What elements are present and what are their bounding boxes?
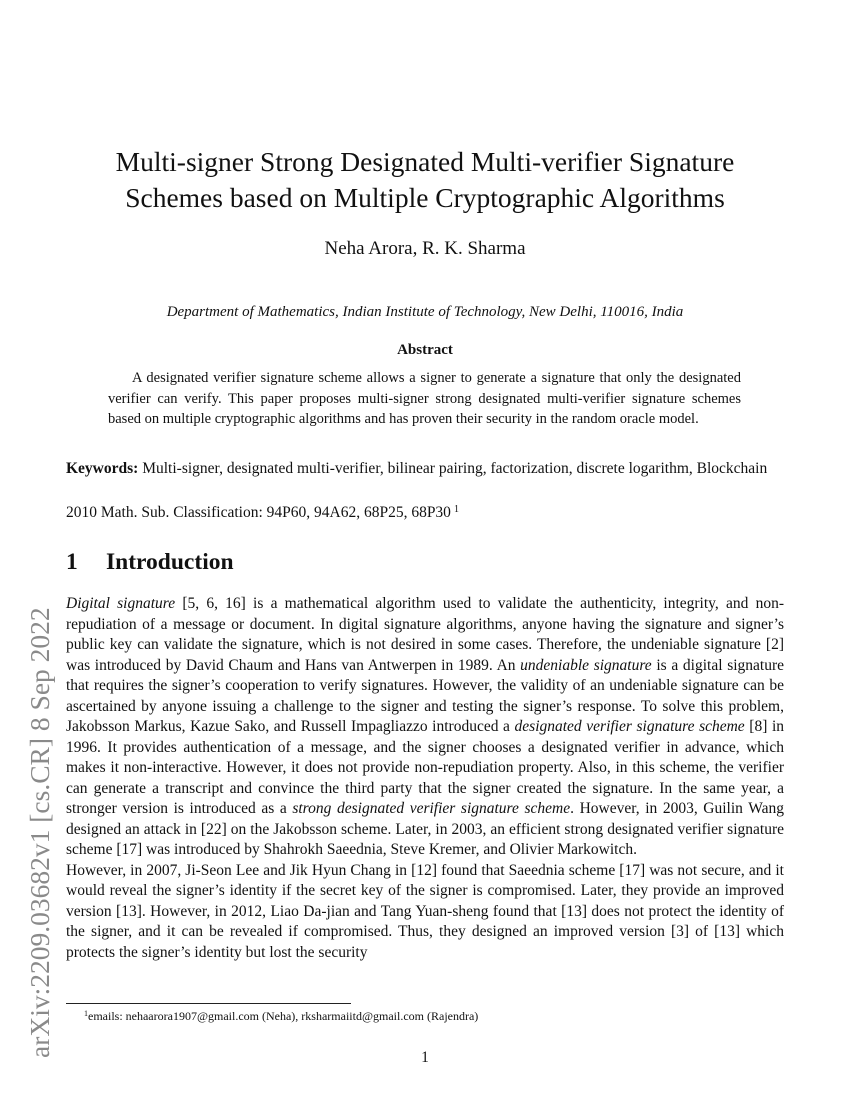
paragraph-1-text-d: . However, in 2003, Guilin Wang designed an attack in [22] on the Jakobsson scheme. Later, in 2003, an efficient strong designated verifier signature scheme [17] was introduced by Shahrokh Saeednia, Steve Kremer, and Olivier Markowitch. [66, 800, 784, 858]
classification-text: 2010 Math. Sub. Classification: 94P60, 94A62, 68P25, 68P30 [66, 504, 451, 521]
paragraph-1-text-a: [5, 6, 16] is a mathematical algorithm used to validate the authenticity, integrity, and non-repudiation of a message or document. In digital signature algorithms, anyone having the signature and signer’s public key can validate the signature, which is not desired in some cases. Therefore, the undeniable signature [2] was introduced by David Chaum and Hans van Antwerpen in 1989. An [66, 595, 784, 674]
section-number: 1 [66, 549, 78, 575]
author-affiliation: Department of Mathematics, Indian Institute of Technology, New Delhi, 110016, India [166, 304, 684, 320]
keywords-label: Keywords: [66, 460, 139, 477]
footnote-text: emails: nehaarora1907@gmail.com (Neha), rksharmaiitd@gmail.com (Rajendra) [88, 1009, 479, 1023]
page-number: 1 [421, 1049, 429, 1066]
footnote [66, 1006, 784, 1024]
math-subject-classification [66, 500, 784, 524]
term-digital-signature: Digital signature [66, 595, 176, 612]
arxiv-identifier-stamp: arXiv:2209.03682v1 [cs.CR] 8 Sep 2022 [24, 607, 55, 1058]
footnote-marker[interactable]: 1 [453, 504, 459, 515]
introduction-body [66, 594, 784, 963]
term-undeniable-signature: undeniable signature [520, 656, 652, 674]
keywords-line [66, 459, 784, 480]
footnote-divider [66, 1003, 351, 1004]
keywords-text: Multi-signer, designated multi-verifier, bilinear pairing, factorization, discrete logarithm, Blockchain [142, 460, 768, 477]
introduction-paragraph-1 [66, 594, 784, 861]
introduction-paragraph-2: However, in 2007, Ji-Seon Lee and Jik Hyun Chang in [12] found that Saeednia scheme [17] was not secure, and it would reveal the signer’s identity if the secret key of the signer is compromised. Later, they provide an improved version [13]. However, in 2012, Liao Da-jian and Tang Yuan-sheng found that [13] does not protect the identity of the signer, and it can be revealed if compromised. Thus, they designed an improved version [3] of [13] which protects the signer’s identity but lost the security [66, 861, 784, 961]
term-designated-verifier-signature-scheme: designated verifier signature scheme [514, 718, 745, 735]
paragraph-1-text-b: is a digital signature that requires the signer’s cooperation to verify signatures. However, the validity of an undeniable signature can be ascertained by anyone issuing a challenge to the signer and testing the signer’s response. To solve this problem, Jakobsson Markus, Kazue Sako, and Russell Impagliazzo introduced a [66, 656, 785, 735]
footnote-number: 1 [84, 1009, 88, 1018]
section-heading-introduction [66, 546, 234, 578]
paragraph-1-text-c: [8] in 1996. It provides authentication of a message, and the signer chooses a designated verifier in advance, which makes it non-interactive. However, it does not provide non-repudiation property. Also, in this scheme, the verifier can generate a transcript and convince the third party that the signer created the signature. In the same year, a stronger version is introduced as a [66, 718, 785, 817]
title-line-1: Multi-signer Strong Designated Multi-verifier Signature [115, 146, 735, 177]
abstract-heading: Abstract [397, 342, 453, 358]
abstract-text: A designated verifier signature scheme allows a signer to generate a signature that only the designated verifier can verify. This paper proposes multi-signer strong designated multi-verifier signature schemes based on multiple cryptographic algorithms and has proven their security in the random oracle model. [108, 370, 741, 427]
term-strong-designated-verifier-signature-scheme: strong designated verifier signature scheme [292, 800, 571, 817]
paper-title [60, 144, 790, 216]
title-line-2: Schemes based on Multiple Cryptographic Algorithms [125, 182, 725, 213]
author-list: Neha Arora, R. K. Sharma [324, 238, 526, 259]
section-title: Introduction [106, 549, 234, 575]
